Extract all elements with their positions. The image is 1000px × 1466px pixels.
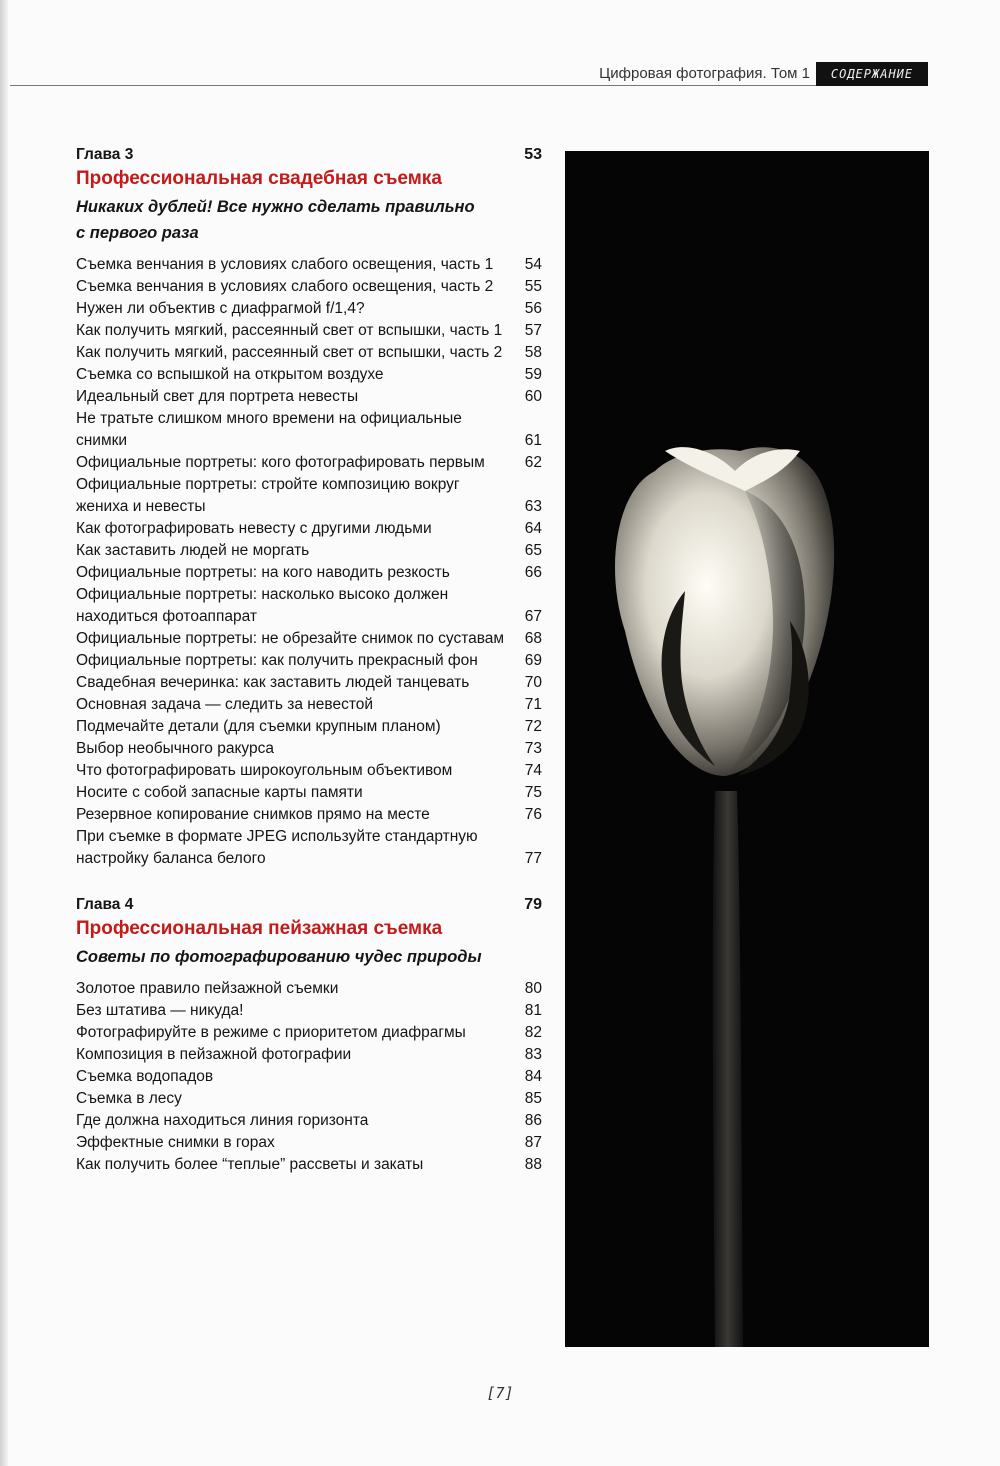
chapter-label: Глава 3 [76,146,134,163]
chapter-subtitle [76,944,542,970]
toc-entry-title: Официальные портреты: как получить прекрасный фон [76,652,478,669]
toc-entry-page: 68 [524,630,542,647]
toc-entry [76,694,542,716]
toc-entry-title: Как получить мягкий, рассеянный свет от вспышки, часть 1 [76,322,503,339]
toc-entry-page: 82 [524,1024,542,1041]
toc-entry-title: Носите с собой запасные карты памяти [76,784,363,801]
toc-entry-title: Свадебная вечеринка: как заставить людей танцевать [76,674,470,691]
toc-entry [76,1154,542,1176]
toc-entry-title: Выбор необычного ракурса [76,740,274,757]
toc-entry-title: Эффектные снимки в горах [76,1134,275,1151]
toc-entry-page: 87 [524,1134,542,1151]
toc-entry-title: Официальные портреты: не обрезайте снимок по суставам [76,630,505,647]
toc-entry-page: 55 [524,278,542,295]
page-edge-shadow [0,0,8,1466]
toc-entry [76,320,542,342]
toc-entry-page: 56 [524,300,542,317]
toc-entry-page: 64 [524,520,542,537]
toc-entry-page: 69 [524,652,542,669]
toc-entry-title: При съемке в формате JPEG используйте стандартную настройку баланса белого [76,828,478,867]
toc-entry-page: 86 [524,1112,542,1129]
toc-entry-page: 70 [524,674,542,691]
toc-entry [76,298,542,320]
toc-entry-title: Фотографируйте в режиме с приоритетом диафрагмы [76,1024,466,1041]
toc-entry [76,650,542,672]
toc-entry [76,826,542,870]
table-of-contents [76,146,542,1176]
toc-entry [76,562,542,584]
toc-entry [76,804,542,826]
toc-entry [76,1044,542,1066]
chapter-title: Профессиональная пейзажная съемка [76,918,443,939]
toc-entry-page: 59 [524,366,542,383]
toc-entry-title: Идеальный свет для портрета невесты [76,388,359,405]
toc-entry-title: Съемка венчания в условиях слабого освещения, часть 2 [76,278,494,295]
toc-entry-page: 60 [524,388,542,405]
toc-entry [76,738,542,760]
chapter-3-entries [76,254,542,870]
toc-entry-page: 54 [524,256,542,273]
toc-entry [76,1110,542,1132]
toc-entry-title: Официальные портреты: стройте композицию вокруг жениха и невесты [76,476,460,515]
toc-entry-title: Съемка в лесу [76,1090,182,1107]
toc-entry-page: 74 [524,762,542,779]
toc-entry [76,672,542,694]
toc-entry-page: 62 [524,454,542,471]
toc-entry [76,364,542,386]
toc-entry-page: 76 [524,806,542,823]
chapter-subtitle [76,194,542,246]
rose-photo [565,151,929,1347]
toc-entry-page: 72 [524,718,542,735]
rose-illustration [565,151,929,1347]
toc-entry [76,342,542,364]
toc-entry-title: Официальные портреты: на кого наводить резкость [76,564,450,581]
toc-entry [76,628,542,650]
toc-entry-title: Как получить более “теплые” рассветы и закаты [76,1156,424,1173]
rose-stem [713,791,743,1347]
toc-entry-title: Основная задача — следить за невестой [76,696,374,713]
toc-entry-title: Съемка водопадов [76,1068,214,1085]
toc-entry [76,978,542,1000]
toc-entry [76,782,542,804]
toc-entry-page: 57 [524,322,542,339]
toc-entry-page: 80 [524,980,542,997]
toc-entry [76,1022,542,1044]
toc-entry-page: 67 [524,608,542,625]
toc-entry-page: 63 [524,498,542,515]
toc-entry-title: Композиция в пейзажной фотографии [76,1046,352,1063]
toc-entry-page: 73 [524,740,542,757]
toc-entry-page: 77 [524,850,542,867]
chapter-4 [76,896,542,1176]
header-rule [10,85,928,86]
toc-entry-title: Съемка венчания в условиях слабого освещения, часть 1 [76,256,494,273]
section-tab: СОДЕРЖАНИЕ [816,62,928,86]
chapter-4-entries [76,978,542,1176]
toc-entry [76,1066,542,1088]
toc-entry [76,408,542,452]
toc-entry-page: 66 [524,564,542,581]
toc-entry [76,760,542,782]
chapter-page-number: 79 [524,896,542,913]
toc-entry-page: 65 [524,542,542,559]
page-number: [7] [486,1384,514,1402]
toc-entry [76,1132,542,1154]
toc-entry-page: 84 [524,1068,542,1085]
toc-entry-title: Что фотографировать широкоугольным объективом [76,762,453,779]
toc-entry [76,540,542,562]
toc-entry-title: Как заставить людей не моргать [76,542,310,559]
toc-entry-title: Официальные портреты: насколько высоко должен находиться фотоаппарат [76,586,449,625]
toc-entry-page: 81 [524,1002,542,1019]
toc-entry [76,1000,542,1022]
toc-entry [76,276,542,298]
toc-entry-page: 88 [524,1156,542,1173]
toc-entry-title: Официальные портреты: кого фотографировать первым [76,454,485,471]
toc-entry [76,386,542,408]
toc-entry-title: Подмечайте детали (для съемки крупным планом) [76,718,441,735]
toc-entry-title: Не тратьте слишком много времени на официальные снимки [76,410,462,449]
toc-entry-title: Съемка со вспышкой на открытом воздухе [76,366,384,383]
toc-entry [76,584,542,628]
page-header [10,62,928,86]
toc-entry-title: Где должна находиться линия горизонта [76,1112,369,1129]
toc-entry-page: 61 [524,432,542,449]
toc-entry-title: Резервное копирование снимков прямо на месте [76,806,430,823]
toc-entry-page: 75 [524,784,542,801]
book-title: Цифровая фотография. Том 1 [599,65,810,82]
toc-entry-title: Как фотографировать невесту с другими людьми [76,520,432,537]
chapter-title: Профессиональная свадебная съемка [76,168,442,189]
chapter-subtitle-line: с первого раза [76,224,199,242]
toc-entry-page: 58 [524,344,542,361]
toc-entry [76,1088,542,1110]
toc-entry-title: Как получить мягкий, рассеянный свет от вспышки, часть 2 [76,344,503,361]
toc-entry-page: 71 [524,696,542,713]
toc-entry-page: 85 [524,1090,542,1107]
toc-entry [76,452,542,474]
toc-entry [76,518,542,540]
toc-entry-page: 83 [524,1046,542,1063]
toc-entry [76,254,542,276]
chapter-subtitle-line: Никаких дублей! Все нужно сделать правильно [76,198,475,216]
toc-entry-title: Золотое правило пейзажной съемки [76,980,339,997]
toc-entry-title: Без штатива — никуда! [76,1002,244,1019]
chapter-3 [76,146,542,870]
toc-entry [76,716,542,738]
chapter-label: Глава 4 [76,896,134,913]
toc-entry [76,474,542,518]
chapter-subtitle-line: Советы по фотографированию чудес природы [76,948,482,966]
toc-entry-title: Нужен ли объектив с диафрагмой f/1,4? [76,300,365,317]
chapter-page-number: 53 [524,146,542,163]
